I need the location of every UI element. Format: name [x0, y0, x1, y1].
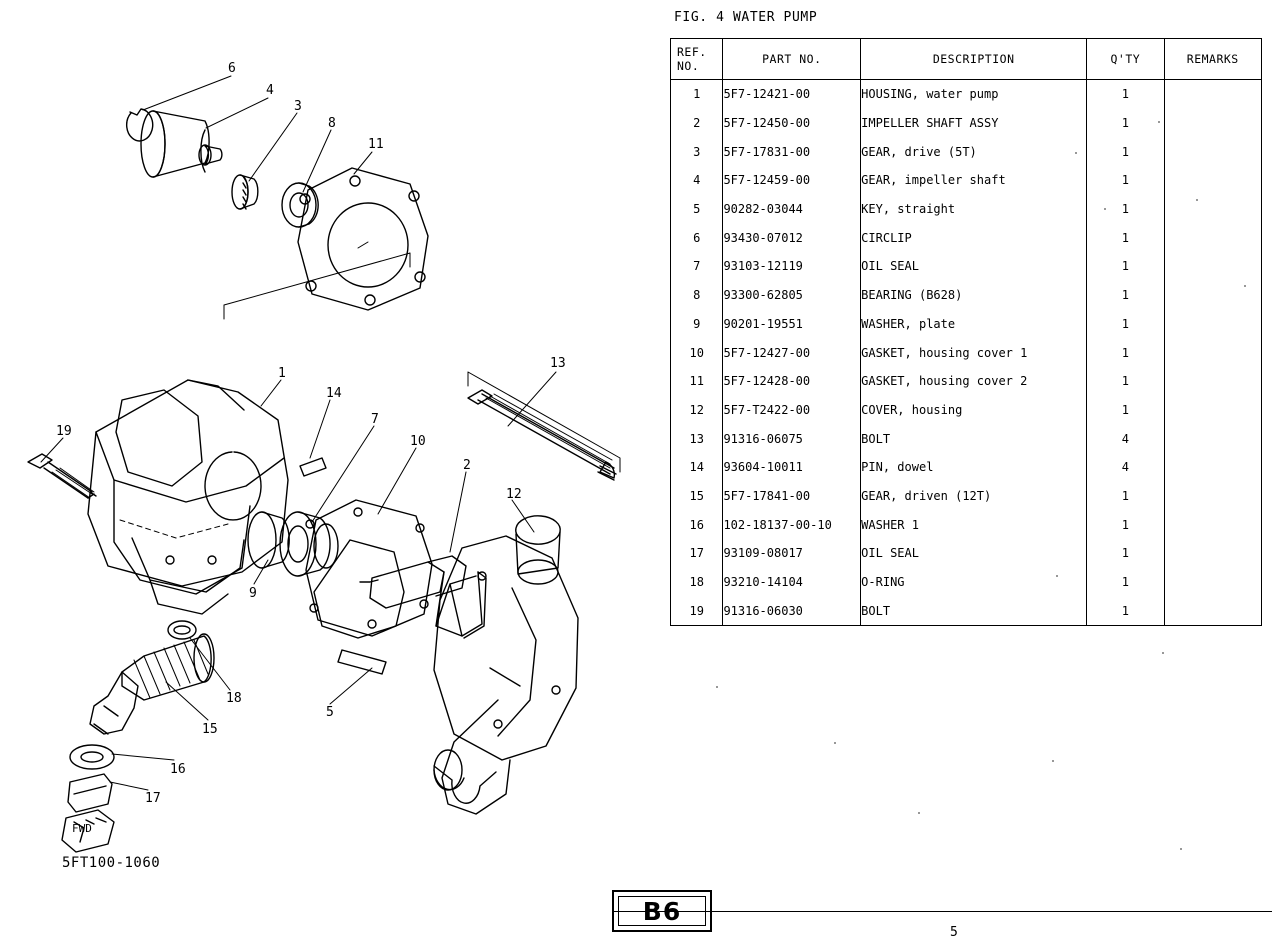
- callout-15: 15: [202, 722, 218, 737]
- callout-11: 11: [368, 137, 384, 152]
- scan-speck: [1180, 848, 1182, 850]
- cell-part-no: 102-18137-00-10: [723, 510, 861, 539]
- cell-description: GASKET, housing cover 1: [861, 338, 1087, 367]
- header-qty: Q'TY: [1087, 39, 1164, 80]
- table-row[interactable]: [671, 568, 1262, 597]
- diagram-drawing: [0, 0, 640, 950]
- cell-remarks: [1164, 596, 1261, 625]
- table-row[interactable]: [671, 310, 1262, 339]
- parts-table-header: [671, 39, 1262, 80]
- cell-ref-no: 18: [671, 568, 723, 597]
- cell-qty: 1: [1087, 137, 1164, 166]
- cell-qty: 1: [1087, 539, 1164, 568]
- cell-description: GEAR, driven (12T): [861, 482, 1087, 511]
- scan-speck: [1104, 208, 1106, 210]
- cell-part-no: 93109-08017: [723, 539, 861, 568]
- table-row[interactable]: [671, 137, 1262, 166]
- cell-qty: 1: [1087, 223, 1164, 252]
- fwd-arrow-label: FWD: [72, 822, 92, 835]
- callout-6: 6: [228, 61, 236, 76]
- cell-remarks: [1164, 109, 1261, 138]
- cell-remarks: [1164, 424, 1261, 453]
- cell-qty: 1: [1087, 396, 1164, 425]
- cell-remarks: [1164, 510, 1261, 539]
- cell-part-no: 93300-62805: [723, 281, 861, 310]
- page-number: 5: [950, 925, 958, 940]
- header-ref-no: [671, 39, 723, 80]
- callout-12: 12: [506, 487, 522, 502]
- cell-part-no: 93430-07012: [723, 223, 861, 252]
- table-row[interactable]: [671, 396, 1262, 425]
- scan-speck: [1158, 121, 1160, 123]
- cell-part-no: 5F7-12427-00: [723, 338, 861, 367]
- cell-remarks: [1164, 137, 1261, 166]
- table-row[interactable]: [671, 482, 1262, 511]
- table-row[interactable]: [671, 453, 1262, 482]
- callout-2: 2: [463, 458, 471, 473]
- cell-remarks: [1164, 195, 1261, 224]
- cell-description: CIRCLIP: [861, 223, 1087, 252]
- cell-qty: 1: [1087, 367, 1164, 396]
- callout-8: 8: [328, 116, 336, 131]
- table-row[interactable]: [671, 252, 1262, 281]
- exploded-parts-diagram: [0, 0, 640, 950]
- cell-part-no: 5F7-12450-00: [723, 109, 861, 138]
- callout-7: 7: [371, 412, 379, 427]
- header-remarks: REMARKS: [1164, 39, 1261, 80]
- cell-remarks: [1164, 310, 1261, 339]
- cell-ref-no: 7: [671, 252, 723, 281]
- scan-speck: [1196, 199, 1198, 201]
- cell-qty: 1: [1087, 510, 1164, 539]
- callout-1: 1: [278, 366, 286, 381]
- cell-part-no: 93210-14104: [723, 568, 861, 597]
- cell-part-no: 93103-12119: [723, 252, 861, 281]
- cell-qty: 1: [1087, 252, 1164, 281]
- cell-description: GASKET, housing cover 2: [861, 367, 1087, 396]
- scan-speck: [918, 812, 920, 814]
- cell-part-no: 5F7-17841-00: [723, 482, 861, 511]
- cell-qty: 4: [1087, 424, 1164, 453]
- callout-16: 16: [170, 762, 186, 777]
- scan-speck: [1162, 652, 1164, 654]
- cell-qty: 4: [1087, 453, 1164, 482]
- cell-remarks: [1164, 568, 1261, 597]
- cell-ref-no: 15: [671, 482, 723, 511]
- table-row[interactable]: [671, 109, 1262, 138]
- header-ref-no-line1: REF.: [677, 45, 707, 59]
- callout-5: 5: [326, 705, 334, 720]
- cell-ref-no: 10: [671, 338, 723, 367]
- cell-remarks: [1164, 453, 1261, 482]
- cell-ref-no: 12: [671, 396, 723, 425]
- cell-remarks: [1164, 539, 1261, 568]
- cell-part-no: 91316-06030: [723, 596, 861, 625]
- cell-qty: 1: [1087, 338, 1164, 367]
- cell-ref-no: 16: [671, 510, 723, 539]
- header-ref-no-line2: NO.: [677, 59, 700, 73]
- callout-18: 18: [226, 691, 242, 706]
- cell-remarks: [1164, 223, 1261, 252]
- cell-remarks: [1164, 80, 1261, 109]
- cell-description: HOUSING, water pump: [861, 80, 1087, 109]
- cell-description: OIL SEAL: [861, 539, 1087, 568]
- scan-speck: [716, 686, 718, 688]
- header-part-no: PART NO.: [723, 39, 861, 80]
- scan-speck: [1056, 575, 1058, 577]
- callout-14: 14: [326, 386, 342, 401]
- cell-ref-no: 9: [671, 310, 723, 339]
- cell-ref-no: 3: [671, 137, 723, 166]
- cell-description: O-RING: [861, 568, 1087, 597]
- cell-qty: 1: [1087, 568, 1164, 597]
- cell-ref-no: 1: [671, 80, 723, 109]
- cell-remarks: [1164, 281, 1261, 310]
- cell-description: GEAR, drive (5T): [861, 137, 1087, 166]
- cell-description: IMPELLER SHAFT ASSY: [861, 109, 1087, 138]
- header-description: DESCRIPTION: [861, 39, 1087, 80]
- cell-description: BOLT: [861, 596, 1087, 625]
- table-row[interactable]: [671, 80, 1262, 109]
- cell-remarks: [1164, 482, 1261, 511]
- cell-remarks: [1164, 252, 1261, 281]
- cell-part-no: 93604-10011: [723, 453, 861, 482]
- table-row[interactable]: [671, 195, 1262, 224]
- cell-description: KEY, straight: [861, 195, 1087, 224]
- callout-10: 10: [410, 434, 426, 449]
- cell-ref-no: 6: [671, 223, 723, 252]
- cell-ref-no: 19: [671, 596, 723, 625]
- parts-table: [670, 38, 1262, 626]
- callout-17: 17: [145, 791, 161, 806]
- cell-remarks: [1164, 166, 1261, 195]
- scan-speck: [1052, 760, 1054, 762]
- table-row[interactable]: [671, 166, 1262, 195]
- drawing-code: 5FT100-1060: [62, 855, 161, 871]
- cell-ref-no: 4: [671, 166, 723, 195]
- callout-19: 19: [56, 424, 72, 439]
- table-row[interactable]: [671, 510, 1262, 539]
- cell-qty: 1: [1087, 310, 1164, 339]
- callout-3: 3: [294, 99, 302, 114]
- cell-ref-no: 5: [671, 195, 723, 224]
- figure-title: FIG. 4 WATER PUMP: [674, 10, 818, 25]
- table-row[interactable]: [671, 281, 1262, 310]
- parts-table-body: [671, 80, 1262, 626]
- callout-4: 4: [266, 83, 274, 98]
- section-code-badge: [612, 890, 712, 932]
- cell-description: COVER, housing: [861, 396, 1087, 425]
- cell-ref-no: 13: [671, 424, 723, 453]
- table-row[interactable]: [671, 223, 1262, 252]
- cell-ref-no: 11: [671, 367, 723, 396]
- cell-part-no: 5F7-T2422-00: [723, 396, 861, 425]
- cell-qty: 1: [1087, 596, 1164, 625]
- cell-remarks: [1164, 396, 1261, 425]
- cell-qty: 1: [1087, 80, 1164, 109]
- cell-qty: 1: [1087, 166, 1164, 195]
- cell-ref-no: 8: [671, 281, 723, 310]
- callout-13: 13: [550, 356, 566, 371]
- cell-remarks: [1164, 338, 1261, 367]
- scan-speck: [834, 742, 836, 744]
- scan-speck: [1244, 285, 1246, 287]
- cell-qty: 1: [1087, 281, 1164, 310]
- callout-labels: [56, 61, 566, 835]
- table-row[interactable]: [671, 338, 1262, 367]
- scan-speck: [1075, 152, 1077, 154]
- cell-ref-no: 14: [671, 453, 723, 482]
- parts-list-panel: [652, 0, 1282, 950]
- cell-ref-no: 17: [671, 539, 723, 568]
- cell-qty: 1: [1087, 482, 1164, 511]
- cell-description: BOLT: [861, 424, 1087, 453]
- cell-part-no: 90282-03044: [723, 195, 861, 224]
- cell-part-no: 5F7-12428-00: [723, 367, 861, 396]
- callout-9: 9: [249, 586, 257, 601]
- cell-qty: 1: [1087, 195, 1164, 224]
- section-code-text: B6: [618, 896, 706, 926]
- table-row[interactable]: [671, 539, 1262, 568]
- table-row[interactable]: [671, 424, 1262, 453]
- cell-ref-no: 2: [671, 109, 723, 138]
- cell-part-no: 90201-19551: [723, 310, 861, 339]
- cell-description: WASHER, plate: [861, 310, 1087, 339]
- cell-description: PIN, dowel: [861, 453, 1087, 482]
- cell-part-no: 5F7-17831-00: [723, 137, 861, 166]
- cell-remarks: [1164, 367, 1261, 396]
- cell-part-no: 5F7-12459-00: [723, 166, 861, 195]
- cell-part-no: 91316-06075: [723, 424, 861, 453]
- cell-description: WASHER 1: [861, 510, 1087, 539]
- cell-description: BEARING (B628): [861, 281, 1087, 310]
- cell-part-no: 5F7-12421-00: [723, 80, 861, 109]
- table-row[interactable]: [671, 367, 1262, 396]
- cell-qty: 1: [1087, 109, 1164, 138]
- cell-description: GEAR, impeller shaft: [861, 166, 1087, 195]
- table-row[interactable]: [671, 596, 1262, 625]
- cell-description: OIL SEAL: [861, 252, 1087, 281]
